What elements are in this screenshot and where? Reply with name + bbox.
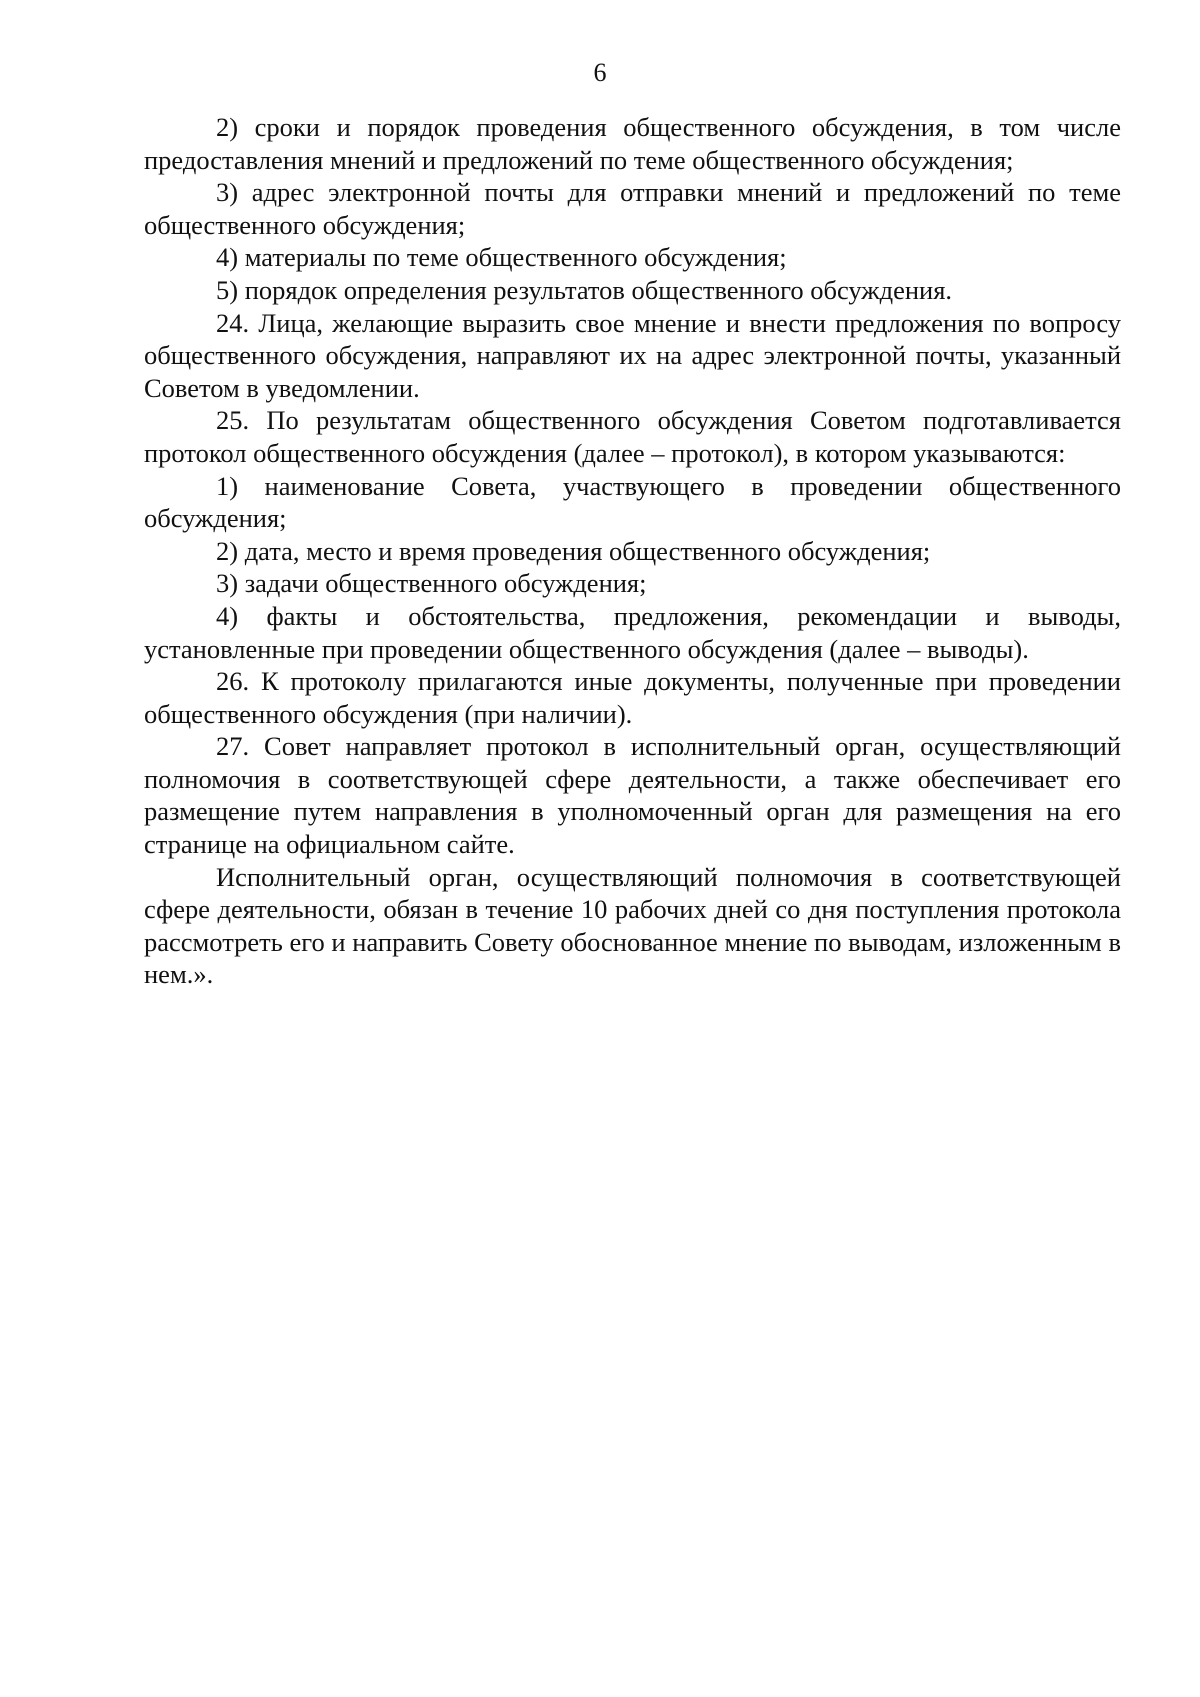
page-number: 6	[593, 58, 607, 87]
document-body	[144, 111, 1121, 991]
paragraph-clause-26: 26. К протоколу прилагаются иные документы, полученные при проведении общественного обсуждения (при наличии).	[144, 666, 1121, 729]
paragraph-protocol-item-1: 1) наименование Совета, участвующего в проведении общественного обсуждения;	[144, 470, 1121, 534]
paragraph-item-2-deadlines: 2) сроки и порядок проведения общественного обсуждения, в том числе предоставления мнений и предложений по теме общественного обсуждения;	[144, 112, 1121, 175]
paragraph-protocol-item-4: 4) факты и обстоятельства, предложения, рекомендации и выводы, установленные при проведении общественного обсуждения (далее – выводы).	[144, 600, 1121, 664]
paragraph-clause-25: 25. По результатам общественного обсуждения Советом подготавливается протокол общественного обсуждения (далее – протокол), в котором указываются:	[144, 405, 1121, 468]
paragraph-protocol-item-2: 2) дата, место и время проведения общественного обсуждения;	[216, 535, 931, 566]
paragraph-clause-24: 24. Лица, желающие выразить свое мнение и внести предложения по вопросу общественного обсуждения, направляют их на адрес электронной почты, указанный Советом в уведомлении.	[144, 307, 1121, 403]
paragraph-executive-body: Исполнительный орган, осуществляющий полномочия в соответствующей сфере деятельности, обязан в течение 10 рабочих дней со дня поступления протокола рассмотреть его и направить Совету обоснованное мнение по выводам, изложенным в нем.».	[144, 861, 1121, 990]
paragraph-item-5-results-procedure: 5) порядок определения результатов общественного обсуждения.	[216, 274, 953, 305]
paragraph-item-3-email: 3) адрес электронной почты для отправки мнений и предложений по теме общественного обсуждения;	[144, 177, 1121, 240]
paragraph-item-4-materials: 4) материалы по теме общественного обсуждения;	[216, 242, 787, 273]
paragraph-clause-27: 27. Совет направляет протокол в исполнительный орган, осуществляющий полномочия в соответствующей сфере деятельности, а также обеспечивает его размещение путем направления в уполномоченный орган для размещения на его странице на официальном сайте.	[144, 731, 1121, 860]
paragraph-protocol-item-3: 3) задачи общественного обсуждения;	[216, 568, 647, 599]
